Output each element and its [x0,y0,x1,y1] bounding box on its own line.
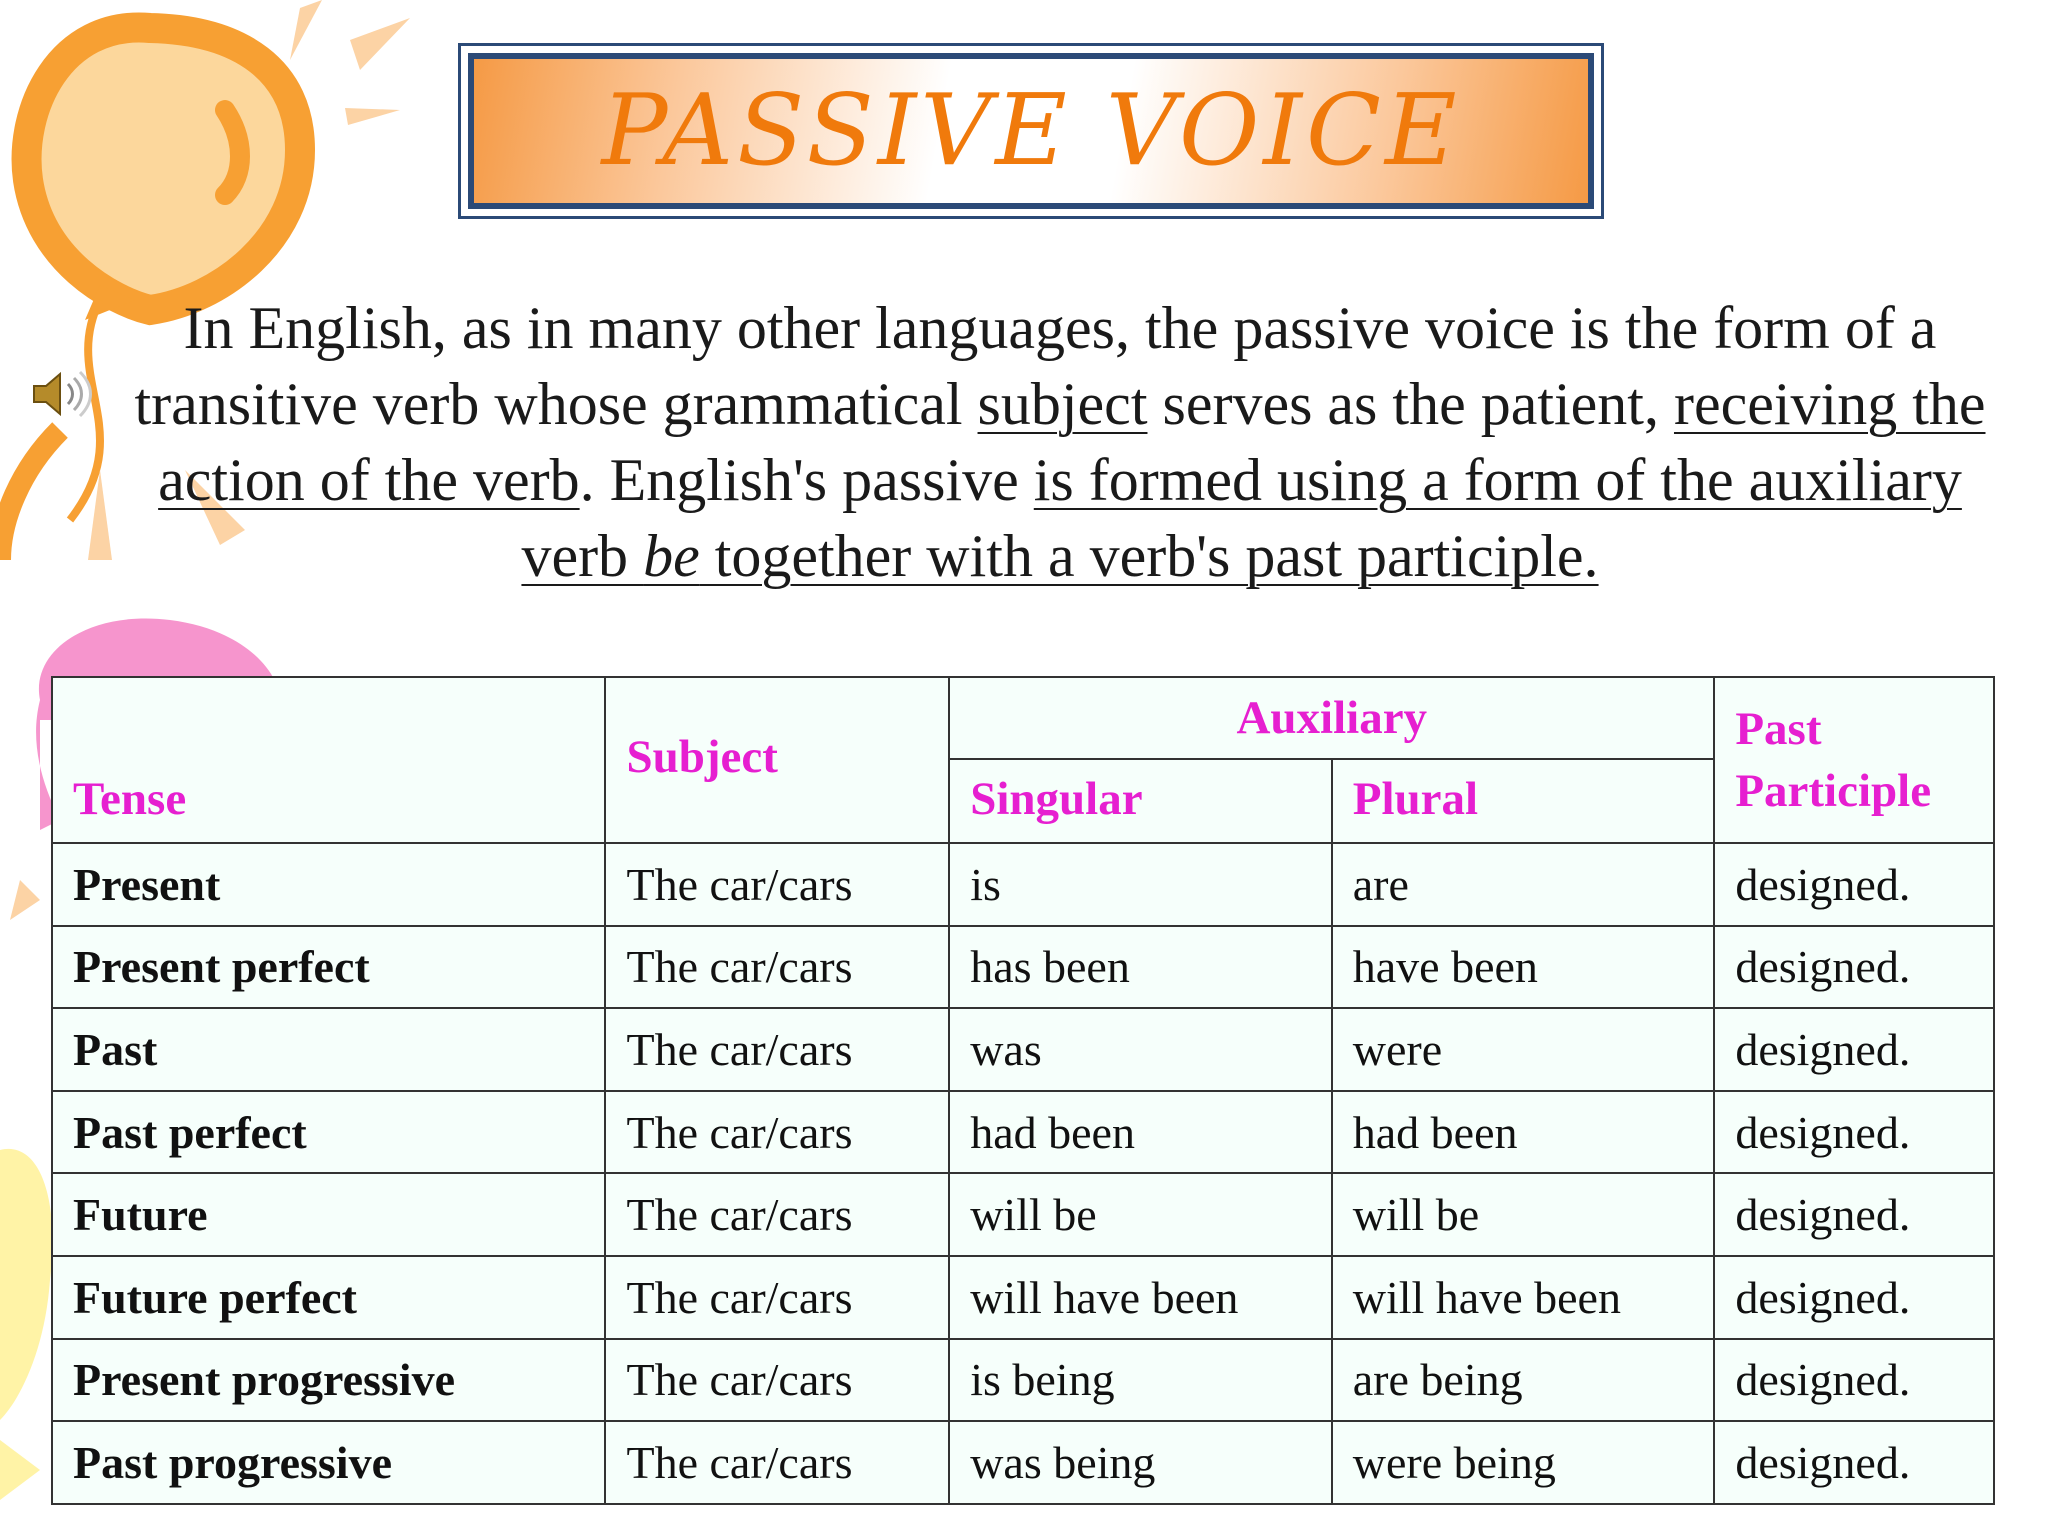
header-past-participle-line1: Past [1735,703,1822,755]
cell-tense: Present [52,843,605,926]
paragraph-text-2: serves as the patient, [1147,371,1674,437]
header-auxiliary: Auxiliary [949,677,1714,759]
cell-singular: will be [949,1173,1332,1256]
cell-participle: designed. [1714,1173,1994,1256]
cell-tense: Past perfect [52,1091,605,1174]
cell-tense: Present perfect [52,926,605,1009]
page-title: PASSIVE VOICE [601,74,1461,188]
title-banner-inner [468,53,1594,209]
title-banner [458,43,1604,219]
cell-singular: was being [949,1421,1332,1504]
cell-tense: Present progressive [52,1339,605,1422]
cell-subject: The car/cars [605,1421,949,1504]
header-past-participle [1714,677,1994,843]
paragraph-text-3: . English's passive [579,447,1034,513]
cell-subject: The car/cars [605,1339,949,1422]
cell-singular: has been [949,926,1332,1009]
cell-tense: Past [52,1008,605,1091]
link-passive-formation-be: be [643,523,700,589]
table-row [52,843,1994,926]
link-receiving-action[interactable]: receiving the action of the verb [158,371,1986,513]
cell-participle: designed. [1714,1008,1994,1091]
cell-tense: Past progressive [52,1421,605,1504]
cell-participle: designed. [1714,926,1994,1009]
passive-voice-table [51,676,1995,1504]
cell-participle: designed. [1714,843,1994,926]
table-row [52,1091,1994,1174]
link-passive-formation-c: together with a verb's past participle. [699,523,1599,589]
header-past-participle-line2: Participle [1735,765,1932,817]
cell-participle: designed. [1714,1339,1994,1422]
paragraph-text-1: In English, as in many other languages, the passive voice is the form of a transitive verb whose grammatical [134,295,1937,437]
cell-singular: is being [949,1339,1332,1422]
link-subject[interactable]: subject [977,371,1148,437]
header-singular: Singular [949,759,1332,843]
header-tense: Tense [52,677,605,843]
cell-subject: The car/cars [605,1173,949,1256]
cell-plural: have been [1332,926,1715,1009]
cell-plural: had been [1332,1091,1715,1174]
cell-plural: were [1332,1008,1715,1091]
cell-subject: The car/cars [605,1008,949,1091]
cell-subject: The car/cars [605,926,949,1009]
table-row [52,1421,1994,1504]
cell-singular: had been [949,1091,1332,1174]
balloon-yellow-decoration [0,1149,53,1500]
cell-tense: Future [52,1173,605,1256]
cell-participle: designed. [1714,1421,1994,1504]
cell-singular: was [949,1008,1332,1091]
definition-paragraph [120,290,2000,594]
cell-tense: Future perfect [52,1256,605,1339]
cell-subject: The car/cars [605,843,949,926]
header-plural: Plural [1332,759,1715,843]
table-row [52,1173,1994,1256]
cell-plural: will have been [1332,1256,1715,1339]
cell-subject: The car/cars [605,1256,949,1339]
table-row [52,1256,1994,1339]
cell-participle: designed. [1714,1256,1994,1339]
link-passive-formation-a: is formed using a form of the auxiliary verb [521,447,1962,589]
cell-singular: is [949,843,1332,926]
cell-singular: will have been [949,1256,1332,1339]
header-subject: Subject [605,677,949,843]
cell-plural: were being [1332,1421,1715,1504]
table-row [52,1339,1994,1422]
cell-subject: The car/cars [605,1091,949,1174]
cell-plural: are [1332,843,1715,926]
cell-participle: designed. [1714,1091,1994,1174]
speaker-icon[interactable] [30,366,94,422]
cell-plural: are being [1332,1339,1715,1422]
table-row [52,926,1994,1009]
cell-plural: will be [1332,1173,1715,1256]
table-row [52,1008,1994,1091]
